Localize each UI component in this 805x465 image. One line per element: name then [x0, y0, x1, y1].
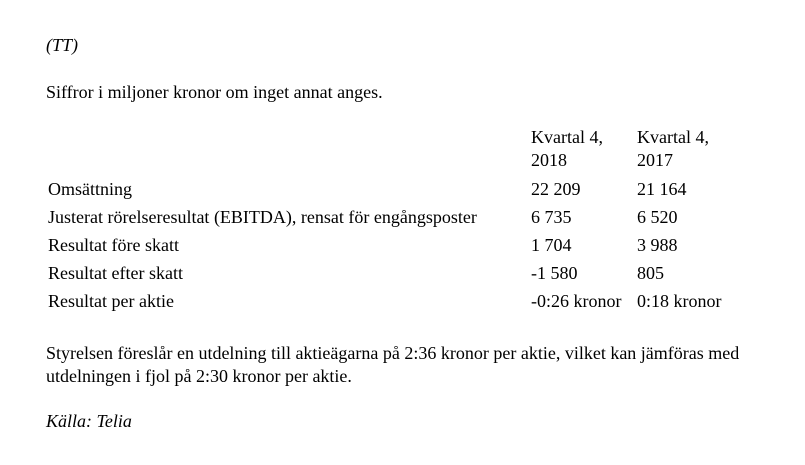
header-q4-2017 [637, 126, 747, 175]
header-q4-2017-line1: Kvartal 4, [637, 127, 709, 147]
table-header-row [48, 126, 747, 175]
row-label: Justerat rörelseresultat (EBITDA), rensat för engångsposter [48, 207, 477, 227]
news-agency-tag: (TT) [46, 35, 79, 55]
intro-text: Siffror i miljoner kronor om inget annat anges. [46, 82, 383, 102]
table-row [48, 203, 747, 231]
source-credit: Källa: Telia [46, 411, 132, 431]
financial-table [48, 126, 747, 315]
header-q4-2018 [531, 126, 637, 175]
row-value-q4-2017: 805 [637, 263, 664, 283]
header-q4-2017-line2: 2017 [637, 150, 673, 170]
row-value-q4-2017: 6 520 [637, 207, 678, 227]
header-q4-2018-line2: 2018 [531, 150, 567, 170]
row-label: Resultat före skatt [48, 235, 179, 255]
row-value-q4-2018: -0:26 kronor [531, 291, 622, 311]
row-value-q4-2018: 1 704 [531, 235, 572, 255]
row-value-q4-2017: 3 988 [637, 235, 678, 255]
row-value-q4-2018: -1 580 [531, 263, 578, 283]
table-row [48, 287, 747, 315]
row-label: Resultat efter skatt [48, 263, 183, 283]
header-label-cell [48, 126, 531, 175]
row-label: Resultat per aktie [48, 291, 174, 311]
table-row [48, 231, 747, 259]
row-value-q4-2018: 6 735 [531, 207, 572, 227]
row-value-q4-2017: 0:18 kronor [637, 291, 722, 311]
dividend-paragraph: Styrelsen föreslår en utdelning till aktieägarna på 2:36 kronor per aktie, vilket kan jämföras med utdelningen i fjol på 2:30 kronor per aktie. [46, 343, 740, 386]
row-value-q4-2018: 22 209 [531, 179, 581, 199]
row-value-q4-2017: 21 164 [637, 179, 687, 199]
table-row [48, 175, 747, 203]
header-q4-2018-line1: Kvartal 4, [531, 127, 603, 147]
table-row [48, 259, 747, 287]
row-label: Omsättning [48, 179, 132, 199]
